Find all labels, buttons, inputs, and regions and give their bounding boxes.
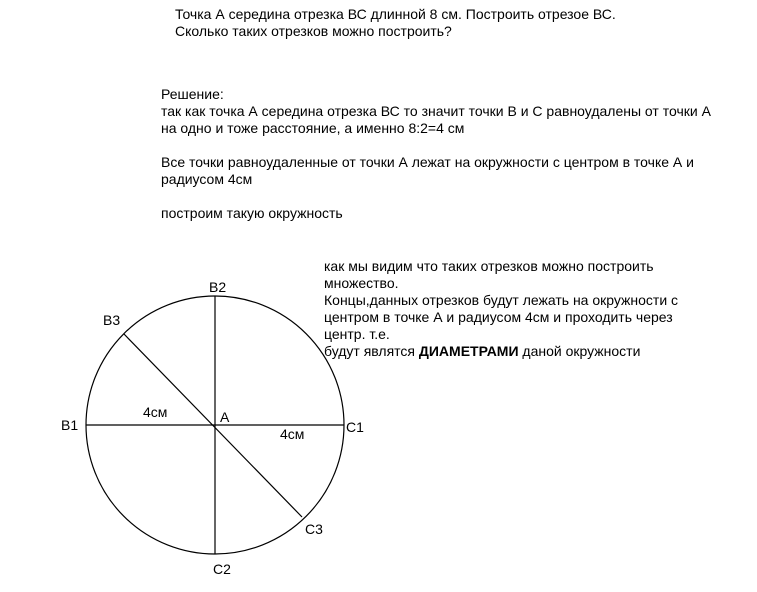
label-center-a: A bbox=[220, 409, 230, 425]
conclusion-line-2: множество. bbox=[324, 275, 399, 291]
conclusion-line-3: Концы,данных отрезков будут лежать на окружности с bbox=[324, 292, 679, 308]
label-c2: C2 bbox=[213, 561, 231, 577]
label-radius-right: 4см bbox=[280, 426, 305, 442]
solution-p2-line-2: радиусом 4см bbox=[161, 171, 253, 187]
conclusion-line-6-start: будут являтся bbox=[324, 343, 419, 359]
label-c3: C3 bbox=[305, 521, 323, 537]
solution-p3: построим такую окружность bbox=[161, 205, 343, 221]
solution-p1-line-1: так как точка А середина отрезка ВС то значит точки В и С равноудалены от точки А bbox=[161, 103, 711, 119]
problem-line-1: Точка А середина отрезка ВС длинной 8 см. Построить отрезое ВС. bbox=[175, 6, 616, 22]
solution-heading: Решение: bbox=[161, 86, 224, 102]
diameters-emphasis: ДИАМЕТРАМИ bbox=[418, 343, 519, 359]
conclusion-line-6-end: даной окружности bbox=[518, 343, 641, 359]
label-b1: B1 bbox=[61, 417, 79, 433]
problem-line-2: Сколько таких отрезков можно построить? bbox=[175, 23, 452, 39]
label-radius-left: 4см bbox=[143, 404, 168, 420]
conclusion-line-1: как мы видим что таких отрезков можно построить bbox=[324, 258, 654, 274]
solution-p1-line-2: на одно и тоже расстояние, а именно 8:2=4 см bbox=[161, 120, 465, 136]
label-b3: B3 bbox=[103, 312, 121, 328]
label-b2: B2 bbox=[209, 279, 227, 295]
conclusion-line-5: центр. т.е. bbox=[324, 326, 390, 342]
label-c1: C1 bbox=[346, 419, 364, 435]
solution-p2-line-1: Все точки равноудаленные от точки А лежат на окружности с центром в точке А и bbox=[161, 154, 694, 170]
conclusion-line-4: центром в точке А и радиусом 4см и проходить через bbox=[324, 309, 673, 325]
